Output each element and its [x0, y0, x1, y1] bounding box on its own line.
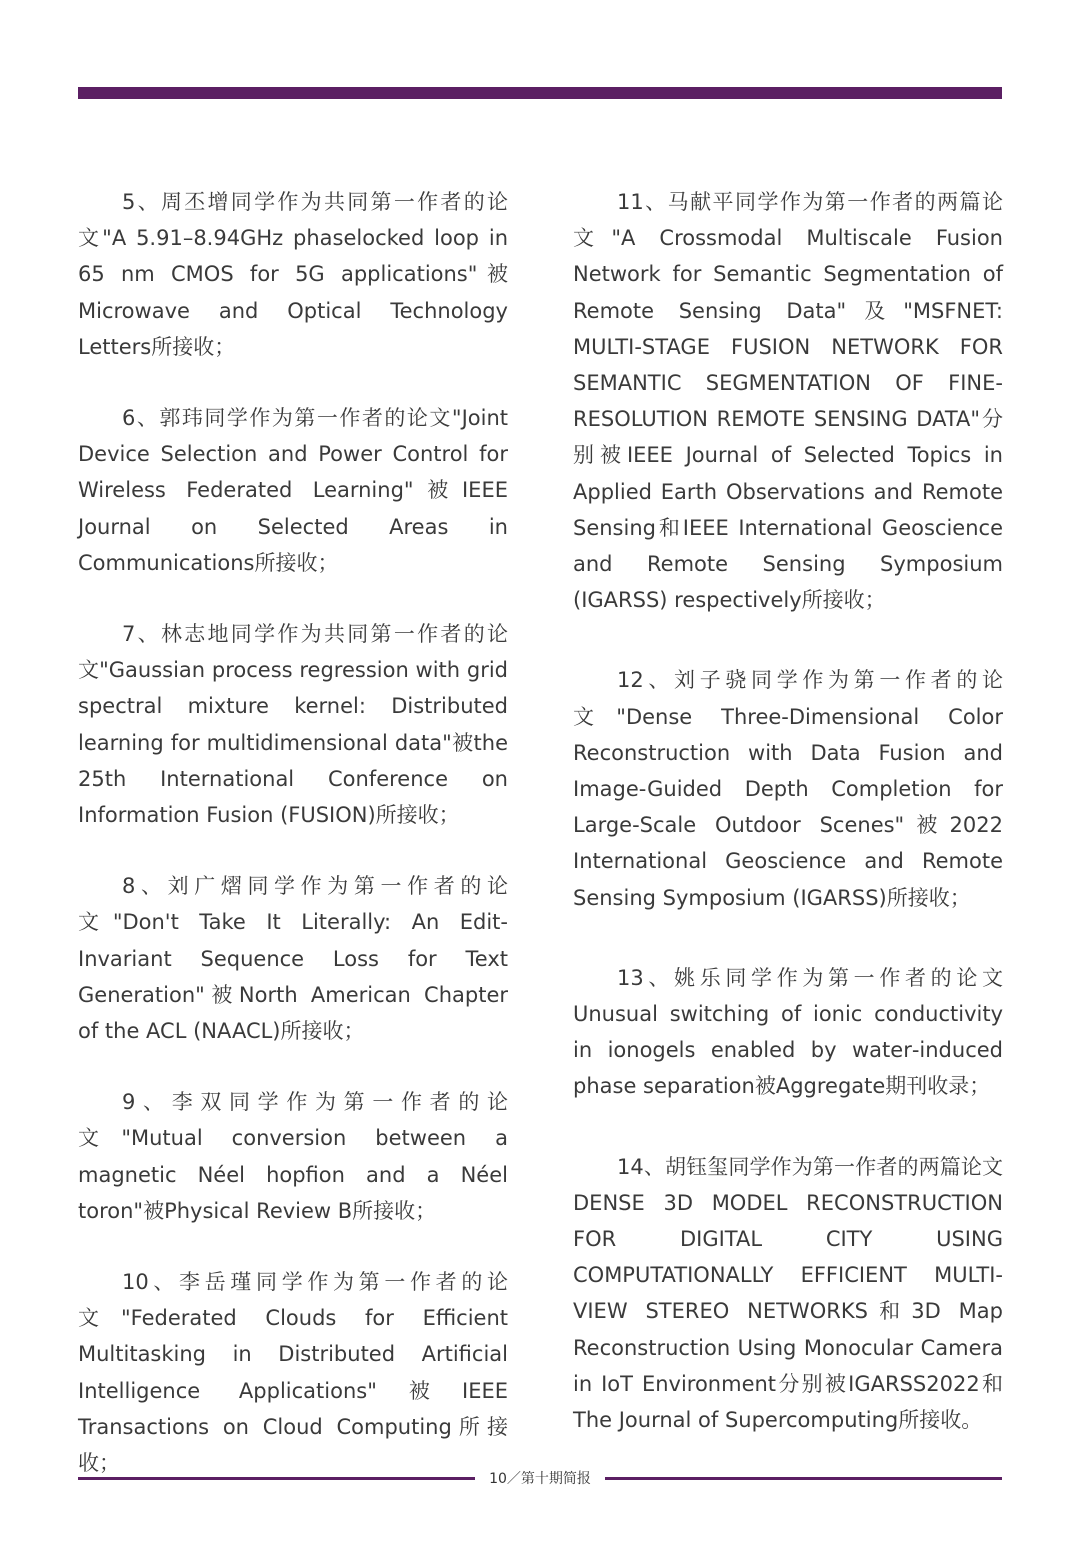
entry-text: 11、马献平同学作为第一作者的两篇论文"A Crossmodal Multiscale Fusion Network for Semantic Segmentation of Remote Sensing Data"及"MSFNET: MULTI-STAGE FUSION NETWORK FOR SEMANTIC SEGMENTATION OF FINE-RESOLUTION REMOTE SENSING DATA"分别被IEEE Journal of Selected Topics in Applied Earth Observations and Remote Sensing和IEEE International Geoscience and Remote Sensing Symposium (IGARSS) respectively所接收； [573, 190, 1003, 613]
header-divider-bar [78, 87, 1002, 99]
list-item [573, 184, 1003, 618]
list-item [78, 868, 508, 1049]
entry-text: 6、郭玮同学作为第一作者的论文"Joint Device Selection and Power Control for Wireless Federated Learning"被IEEE Journal on Selected Areas in Communications所接收； [78, 406, 508, 575]
right-column [573, 184, 1003, 1438]
entry-text: 14、胡钰玺同学作为第一作者的两篇论文DENSE 3D MODEL RECONSTRUCTION FOR DIGITAL CITY USING COMPUTATIONALLY EFFICIENT MULTI-VIEW STEREO NETWORKS和3D Map Reconstruction Using Monocular Camera in IoT Environment分别被IGARSS2022和The Journal of Supercomputing所接收。 [573, 1154, 1003, 1433]
page-footer [78, 1468, 1002, 1488]
footer-line-right [605, 1477, 1002, 1480]
footer-line-left [78, 1477, 475, 1480]
list-item [573, 1149, 1003, 1439]
list-item [573, 960, 1003, 1105]
page-number-label: 10／第十期简报 [489, 1471, 591, 1487]
entry-text: 10、李岳瑾同学作为第一作者的论文"Federated Clouds for Efficient Multitasking in Distributed Artificial Intelligence Applications"被IEEE Transactions on Cloud Computing所接收； [78, 1270, 508, 1476]
entry-text: 5、周丕增同学作为共同第一作者的论文"A 5.91–8.94GHz phaselocked loop in 65 nm CMOS for 5G applications"被Microwave and Optical Technology Letters所接收； [78, 190, 508, 359]
entry-text: 9、李双同学作为第一作者的论文"Mutual conversion between a magnetic Néel hopfion and a Néel toron"被Physical Review B所接收； [78, 1090, 508, 1223]
list-item [78, 184, 508, 365]
list-item [573, 662, 1003, 915]
entry-text: 13、姚乐同学作为第一作者的论文Unusual switching of ionic conductivity in ionogels enabled by water‐induced phase separation被Aggregate期刊收录； [573, 965, 1003, 1099]
entry-text: 7、林志地同学作为共同第一作者的论文"Gaussian process regression with grid spectral mixture kernel: Distributed learning for multidimensional data"被the 25th International Conference on Information Fusion (FUSION)所接收； [78, 622, 508, 828]
entry-text: 12、刘子骁同学作为第一作者的论文"Dense Three-Dimensional Color Reconstruction with Data Fusion and Image-Guided Depth Completion for Large-Scale Outdoor Scenes"被2022 International Geoscience and Remote Sensing Symposium (IGARSS)所接收； [573, 668, 1003, 910]
left-column [78, 184, 508, 1481]
list-item [78, 1084, 508, 1229]
list-item [78, 1264, 508, 1481]
list-item [78, 616, 508, 833]
entry-text: 8、刘广熠同学作为第一作者的论文"Don't Take It Literally: An Edit-Invariant Sequence Loss for Text Generation"被North American Chapter of the ACL (NAACL)所接收； [78, 874, 508, 1044]
list-item [78, 400, 508, 581]
